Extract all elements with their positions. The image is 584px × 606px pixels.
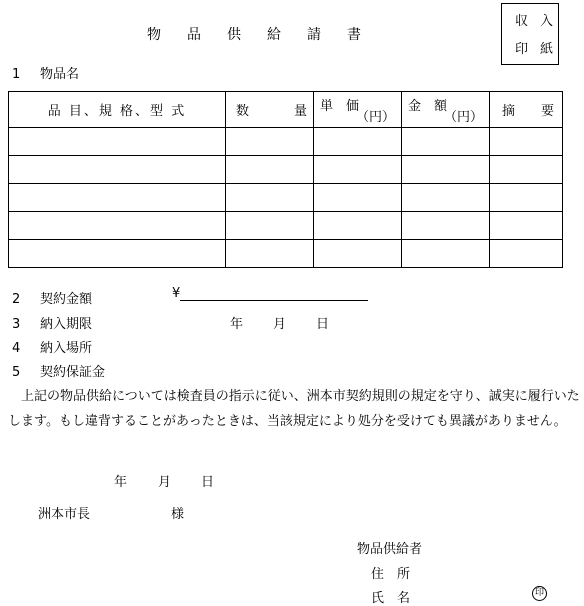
section-4-heading	[12, 337, 92, 356]
section-3-number: 3	[12, 317, 21, 332]
section-4-number: 4	[12, 341, 21, 356]
section-3-heading	[12, 313, 92, 332]
delivery-deadline-day[interactable]: 日	[316, 317, 330, 332]
section-5-label: 契約保証金	[40, 365, 106, 380]
section-1-number: 1	[12, 67, 21, 82]
delivery-deadline-month[interactable]: 月	[273, 317, 287, 332]
cell-quantity[interactable]	[226, 240, 314, 268]
section-1-label: 物品名	[40, 67, 80, 82]
cell-amount[interactable]	[402, 128, 490, 156]
section-3-label: 納入期限	[40, 317, 93, 332]
cell-remarks[interactable]	[490, 212, 563, 240]
cell-quantity[interactable]	[226, 212, 314, 240]
contract-amount-field[interactable]	[172, 286, 368, 301]
cell-item[interactable]	[9, 240, 226, 268]
date-day[interactable]: 日	[201, 475, 215, 490]
section-1-heading	[12, 63, 79, 82]
seal-mark: 印	[532, 586, 547, 601]
cell-unit-price[interactable]	[314, 212, 402, 240]
section-2-label: 契約金額	[40, 292, 93, 307]
cell-amount[interactable]	[402, 212, 490, 240]
cell-quantity[interactable]	[226, 156, 314, 184]
agreement-paragraph: 上記の物品供給については検査員の指示に従い、洲本市契約規則の規定を守り、誠実に履行いたします。もし違背することがあったときは、当該規定により処分を受けても異議がありません。	[8, 389, 580, 429]
section-2-heading	[12, 288, 92, 307]
supplier-label: 物品供給者	[357, 542, 423, 557]
header-quantity: 数 量	[226, 92, 314, 128]
currency-symbol: ¥	[172, 286, 181, 301]
cell-amount[interactable]	[402, 156, 490, 184]
table-row	[9, 212, 563, 240]
cell-unit-price[interactable]	[314, 240, 402, 268]
addressee-honorific: 様	[171, 507, 185, 522]
section-4-label: 納入場所	[40, 341, 93, 356]
date-month[interactable]: 月	[158, 475, 172, 490]
section-5-number: 5	[12, 365, 21, 380]
header-unit-price: 単 価 （円）	[314, 92, 402, 128]
addressee-name: 洲本市長	[38, 507, 91, 522]
items-table	[8, 91, 563, 268]
header-item-spec: 品 目、規 格、型 式	[9, 92, 226, 128]
table-row	[9, 184, 563, 212]
header-remarks: 摘 要	[490, 92, 563, 128]
cell-quantity[interactable]	[226, 128, 314, 156]
cell-item[interactable]	[9, 156, 226, 184]
cell-remarks[interactable]	[490, 184, 563, 212]
section-5-heading	[12, 361, 105, 380]
date-year[interactable]: 年	[114, 475, 128, 490]
cell-item[interactable]	[9, 184, 226, 212]
cell-unit-price[interactable]	[314, 128, 402, 156]
stamp-label-line1: 収入	[515, 14, 566, 29]
cell-amount[interactable]	[402, 240, 490, 268]
delivery-deadline-year[interactable]: 年	[230, 317, 244, 332]
cell-remarks[interactable]	[490, 128, 563, 156]
cell-unit-price[interactable]	[314, 184, 402, 212]
cell-quantity[interactable]	[226, 184, 314, 212]
table-row	[9, 156, 563, 184]
cell-remarks[interactable]	[490, 156, 563, 184]
cell-item[interactable]	[9, 128, 226, 156]
supplier-address-label: 住 所	[371, 567, 411, 582]
cell-unit-price[interactable]	[314, 156, 402, 184]
section-2-number: 2	[12, 292, 21, 307]
cell-amount[interactable]	[402, 184, 490, 212]
header-amount: 金 額 （円）	[402, 92, 490, 128]
table-row	[9, 240, 563, 268]
table-header-row	[9, 92, 563, 128]
cell-remarks[interactable]	[490, 240, 563, 268]
revenue-stamp-box	[501, 3, 566, 65]
stamp-label-line2: 印紙	[515, 42, 566, 57]
document-title: 物品供給請書	[147, 27, 387, 43]
table-row	[9, 128, 563, 156]
supplier-name-label: 氏 名	[371, 591, 411, 606]
contract-amount-blank[interactable]	[180, 286, 368, 301]
cell-item[interactable]	[9, 212, 226, 240]
